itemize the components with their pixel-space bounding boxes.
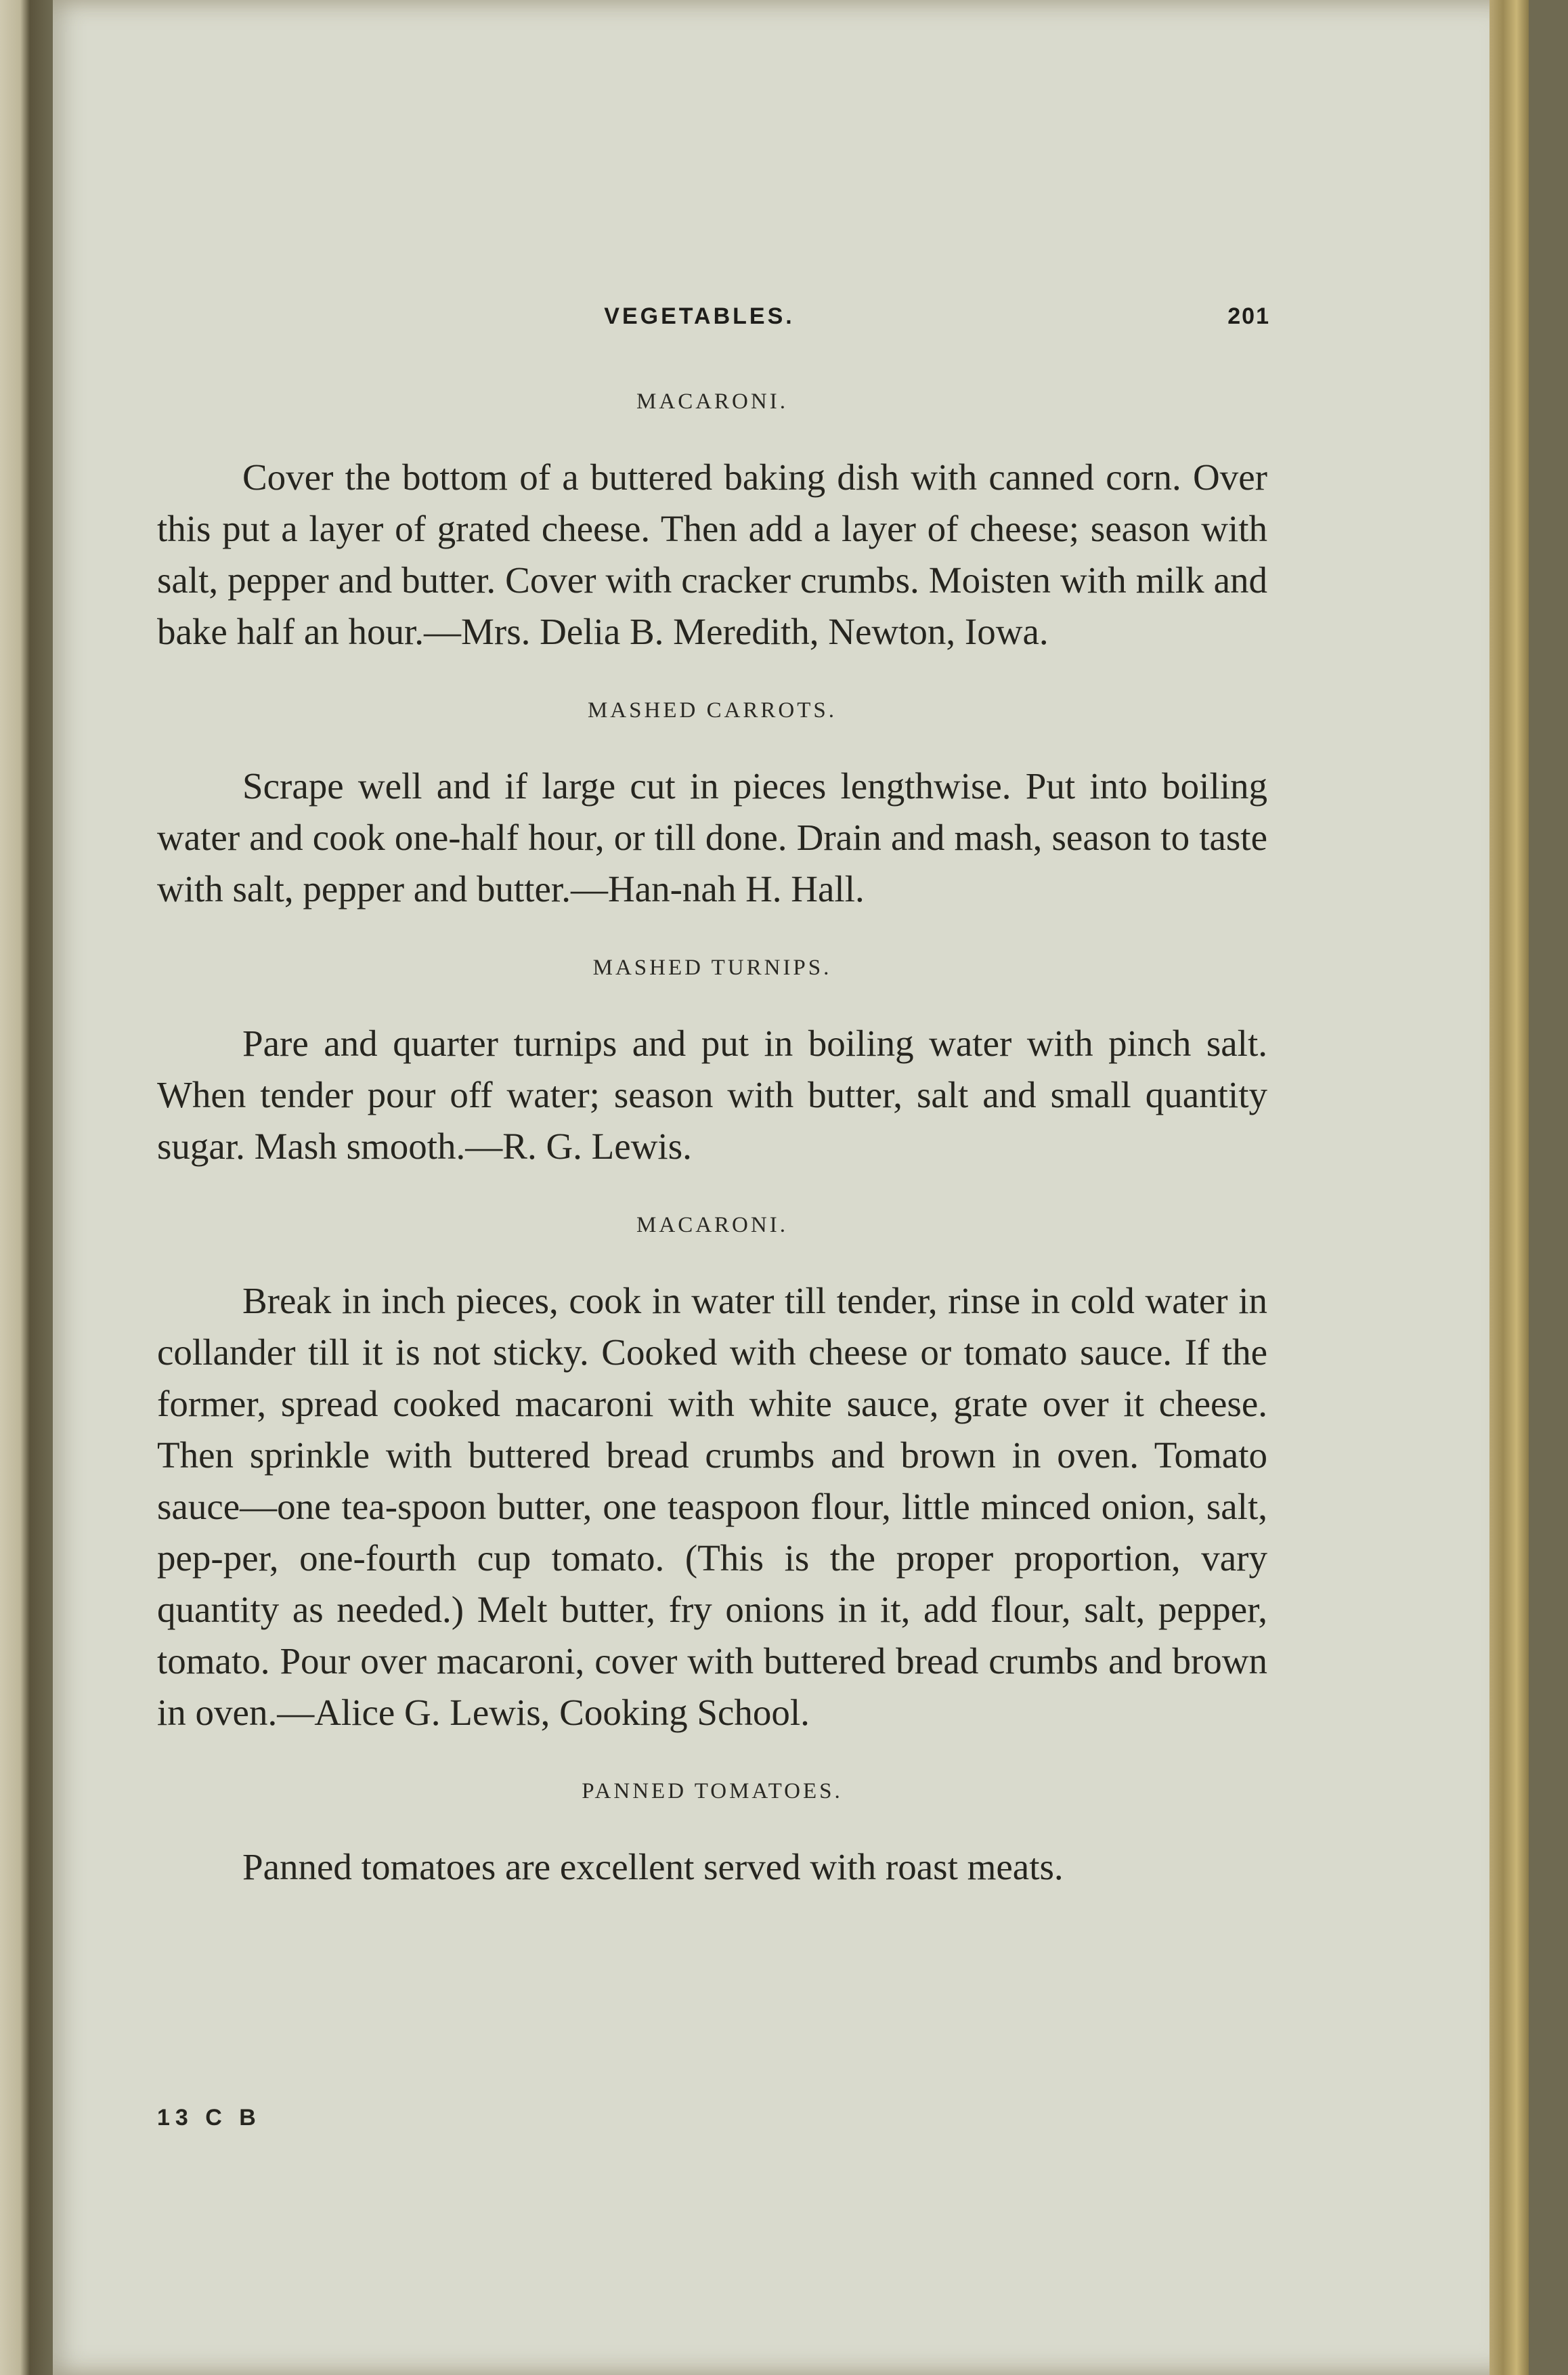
recipe-paragraph: Scrape well and if large cut in pieces lengthwise. Put into boiling water and cook one-half hour, or till done. Drain and mash, season to taste with salt, pepper and butter.—Han-nah H. Hall. (157, 765, 1267, 910)
book-spine-edge (0, 0, 53, 2375)
section-heading: MACARONI. (636, 389, 788, 414)
recipe-paragraph: Break in inch pieces, cook in water till tender, rinse in cold water in collander till it is not sticky. Cooked with cheese or tomato sauce. If the former, spread cooked macaroni with white sauce, grate over it cheese. Then sprinkle with buttered bread crumbs and brown in oven. Tomato sauce—one tea-spoon butter, one teaspoon flour, little minced onion, salt, pep-per, one-fourth cup tomato. (This is the proper proportion, vary quantity as needed.) Melt butter, fry onions in it, add flour, salt, pepper, tomato. Pour over macaroni, cover with buttered bread crumbs and brown in oven.—Alice G. Lewis, Cooking School. (157, 1280, 1267, 1733)
running-head (0, 303, 1568, 337)
section-heading: MACARONI. (636, 1213, 788, 1237)
running-head-title: VEGETABLES. (604, 303, 795, 329)
recipe-paragraph: Cover the bottom of a buttered baking dish with canned corn. Over this put a layer of grated cheese. Then add a layer of cheese; season with salt, pepper and butter. Cover with cracker crumbs. Moisten with milk and bake half an hour.—Mrs. Delia B. Meredith, Newton, Iowa. (157, 456, 1267, 652)
recipe-paragraph: Panned tomatoes are excellent served with roast meats. (242, 1846, 1064, 1887)
section-heading: PANNED TOMATOES. (582, 1779, 843, 1803)
page-number: 201 (1227, 303, 1270, 329)
recipe-paragraph: Pare and quarter turnips and put in boiling water with pinch salt. When tender pour off water; season with butter, salt and small quantity sugar. Mash smooth.—R. G. Lewis. (157, 1023, 1267, 1167)
page-body (157, 383, 1267, 1893)
section-heading: MASHED CARROTS. (587, 698, 837, 723)
section-heading: MASHED TURNIPS. (592, 956, 832, 980)
printer-signature-mark: 13 C B (157, 2105, 261, 2131)
page-edge-gilt (1489, 0, 1529, 2375)
